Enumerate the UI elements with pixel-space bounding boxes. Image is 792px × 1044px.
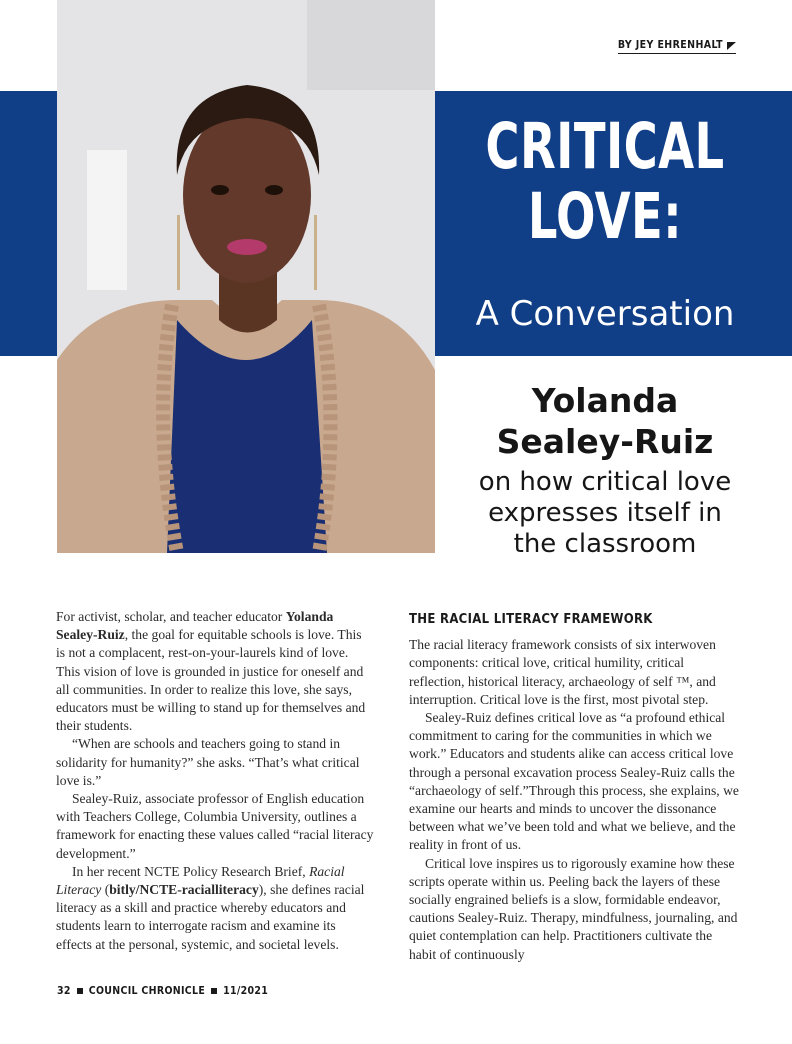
byline-flag-icon (727, 42, 736, 50)
paragraph: Critical love inspires us to rigorously examine how these scripts operate within us. Peeling back the layers of these socially engrained beliefs is a slow, formidable endeavor, cautions Sealey-Ruiz. Therapy, mindfulness, journaling, and quiet contemplation can help. Practitioners cultivate the habit of continuously (409, 855, 738, 962)
paragraph: In her recent NCTE Policy Research Brief, Racial Literacy (bitly/NCTE-racialliteracy), she defines racial literacy as a skill and practice whereby educators and students learn to interrogate racism and examine its effects at the personal, systemic, and societal levels. (56, 863, 365, 952)
section-heading: THE RACIAL LITERACY FRAMEWORK (409, 612, 653, 627)
paragraph: The racial literacy framework consists of six interwoven components: critical love, critical humility, critical reflection, historical literacy, archaeology of self ™, and interruption. Critical love is the first, most pivotal step. (409, 637, 716, 707)
body-column-right (409, 611, 739, 964)
portrait-photo (57, 0, 435, 553)
tagline-line: the classroom (513, 529, 697, 559)
tagline-line: on how critical love (478, 467, 732, 497)
article-subtitle: A Conversation (475, 294, 735, 334)
brief-title: Racial Literacy (56, 863, 345, 898)
title-line-1: CRITICAL (485, 110, 725, 183)
paragraph: For activist, scholar, and teacher educator Yolanda Sealey-Ruiz, the goal for equitable schools is love. This is not a complacent, rest-on-your-laurels kind of love. This vision of love is grounded in justice for oneself and all communities. In order to realize this love, she says, educators must be willing to stand up for themselves and their students. (56, 609, 366, 734)
byline-text: BY JEY EHRENHALT (617, 39, 723, 51)
issue-date: 11/2021 (223, 985, 269, 997)
interviewee-last-name: Sealey-Ruiz (496, 422, 714, 461)
paragraph: Sealey-Ruiz, associate professor of English education with Teachers College, Columbia University, outlines a framework for enacting these values called “racial literacy development.” (56, 791, 374, 861)
paragraph: Sealey-Ruiz defines critical love as “a profound ethical commitment to caring for the communities in which we work.” Educators and students alike can access critical love through a personal excavation process Sealey-Ruiz calls the “archaeology of self.”Through this process, she explains, we examine our hearts and minds to uncover the dissonance between what we’ve been told and what we believe, and the reality in front of us. (409, 710, 739, 853)
square-bullet-icon (211, 988, 217, 994)
byline (618, 39, 736, 51)
publication-name: COUNCIL CHRONICLE (88, 985, 206, 997)
interviewee-name (437, 380, 773, 462)
interviewee-first-name: Yolanda (531, 381, 679, 420)
brief-link[interactable]: bitly/NCTE-racialliteracy (109, 882, 259, 898)
tagline-line: expresses itself in (488, 498, 722, 528)
name-emphasis: Yolanda Sealey-Ruiz (56, 609, 334, 643)
paragraph: “When are schools and teachers going to stand in solidarity for humanity?” she asks. “That’s what critical love is.” (56, 736, 360, 788)
tagline (437, 467, 773, 560)
title-line-2: LOVE: (527, 180, 683, 253)
body-column-left (56, 608, 374, 954)
page-number: 32 (57, 985, 71, 997)
byline-rule (618, 53, 736, 54)
square-bullet-icon (77, 988, 83, 994)
article-title (467, 112, 743, 252)
page-footer (57, 985, 268, 997)
